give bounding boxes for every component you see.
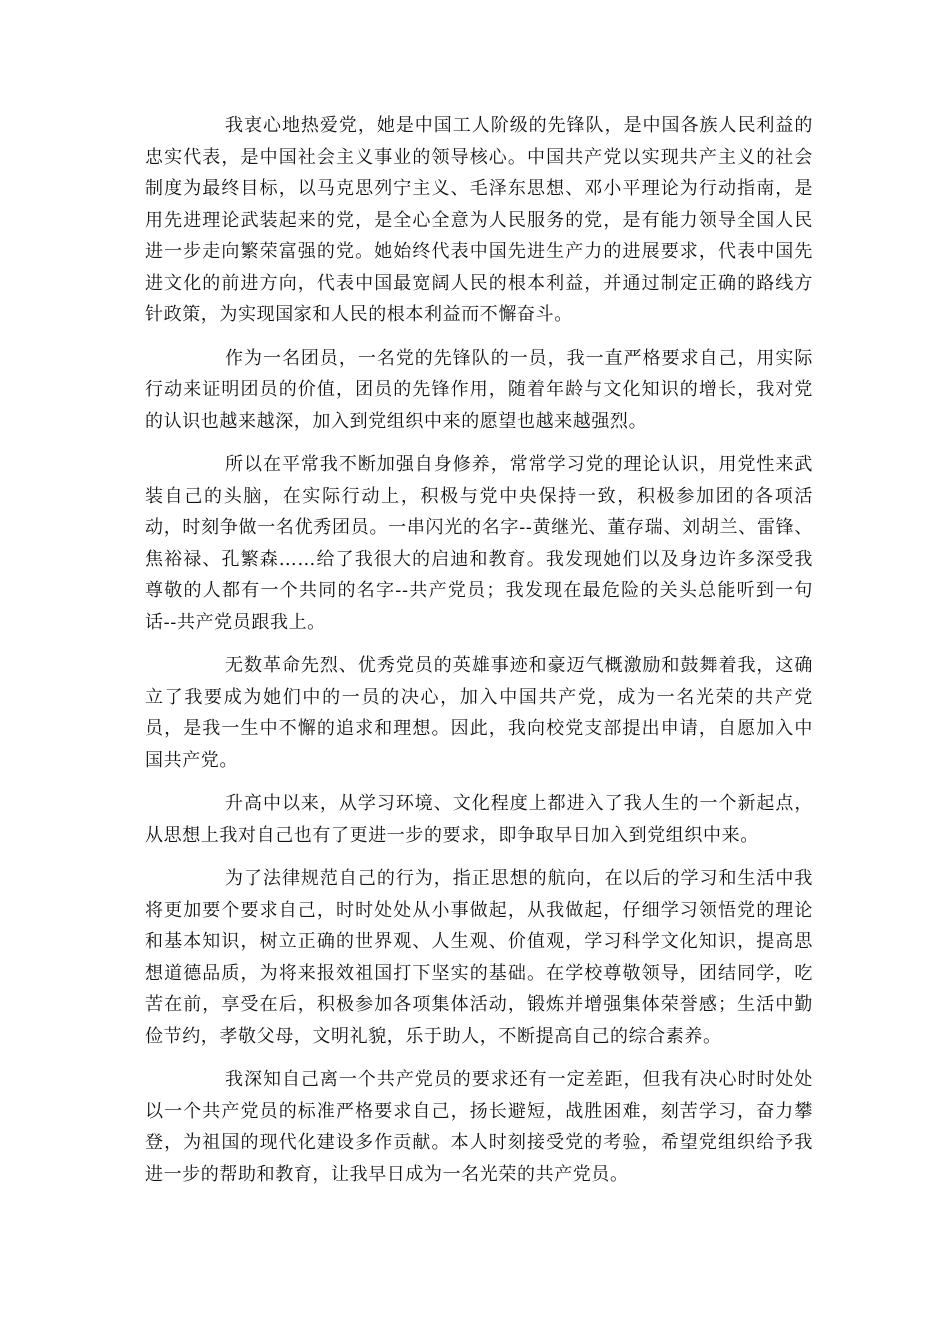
paragraph-4: 无数革命先烈、优秀党员的英雄事迹和豪迈气概激励和鼓舞着我，这确立了我要成为她们中的一员的决心，加入中国共产党，成为一名光荣的共产党员，是我一生中不懈的追求和理想。因此，我向校党支部提出申请，自愿加入中国共产党。 xyxy=(145,655,813,771)
paragraph-1: 我衷心地热爱党，她是中国工人阶级的先锋队，是中国各族人民利益的忠实代表，是中国社会主义事业的领导核心。中国共产党以实现共产主义的社会制度为最终目标，以马克思列宁主义、毛泽东思想、邓小平理论为行动指南，是用先进理论武装起来的党，是全心全意为人民服务的党，是有能力领导全国人民进一步走向繁荣富强的党。她始终代表中国先进生产力的进展要求，代表中国先进文化的前进方向，代表中国最宽阔人民的根本利益，并通过制定正确的路线方针政策，为实现国家和人民的根本利益而不懈奋斗。 xyxy=(145,115,813,325)
paragraph-3: 所以在平常我不断加强自身修养，常常学习党的理论认识，用党性来武装自己的头脑，在实际行动上，积极与党中央保持一致，积极参加团的各项活动，时刻争做一名优秀团员。一串闪光的名字--黄继光、董存瑞、刘胡兰、雷锋、焦裕禄、孔繁森……给了我很大的启迪和教育。我发现她们以及身边许多深受我尊敬的人都有一个共同的名字--共产党员；我发现在最危险的关头总能听到一句话--共产党员跟我上。 xyxy=(145,454,813,633)
document-body xyxy=(145,110,813,1190)
paragraph-5: 升高中以来，从学习环境、文化程度上都进入了我人生的一个新起点，从思想上我对自己也有了更进一步的要求，即争取早日加入到党组织中来。 xyxy=(145,793,813,846)
paragraph-7: 我深知自己离一个共产党员的要求还有一定差距，但我有决心时时处处以一个共产党员的标准严格要求自己，扬长避短，战胜困难，刻苦学习，奋力攀登，为祖国的现代化建设多作贡献。本人时刻接受党的考验，希望党组织给予我进一步的帮助和教育，让我早日成为一名光荣的共产党员。 xyxy=(145,1069,813,1185)
paragraph-2: 作为一名团员，一名党的先锋队的一员，我一直严格要求自己，用实际行动来证明团员的价值，团员的先锋作用，随着年龄与文化知识的增长，我对党的认识也越来越深，加入到党组织中来的愿望也越来越强烈。 xyxy=(145,347,813,432)
paragraph-6: 为了法律规范自己的行为，指正思想的航向，在以后的学习和生活中我将更加要个要求自己，时时处处从小事做起，从我做起，仔细学习领悟党的理论和基本知识，树立正确的世界观、人生观、价值观，学习科学文化知识，提高思想道德品质，为将来报效祖国打下坚实的基础。在学校尊敬领导，团结同学，吃苦在前，享受在后，积极参加各项集体活动，锻炼并增强集体荣誉感；生活中勤俭节约，孝敬父母，文明礼貌，乐于助人，不断提高自己的综合素养。 xyxy=(145,868,813,1047)
